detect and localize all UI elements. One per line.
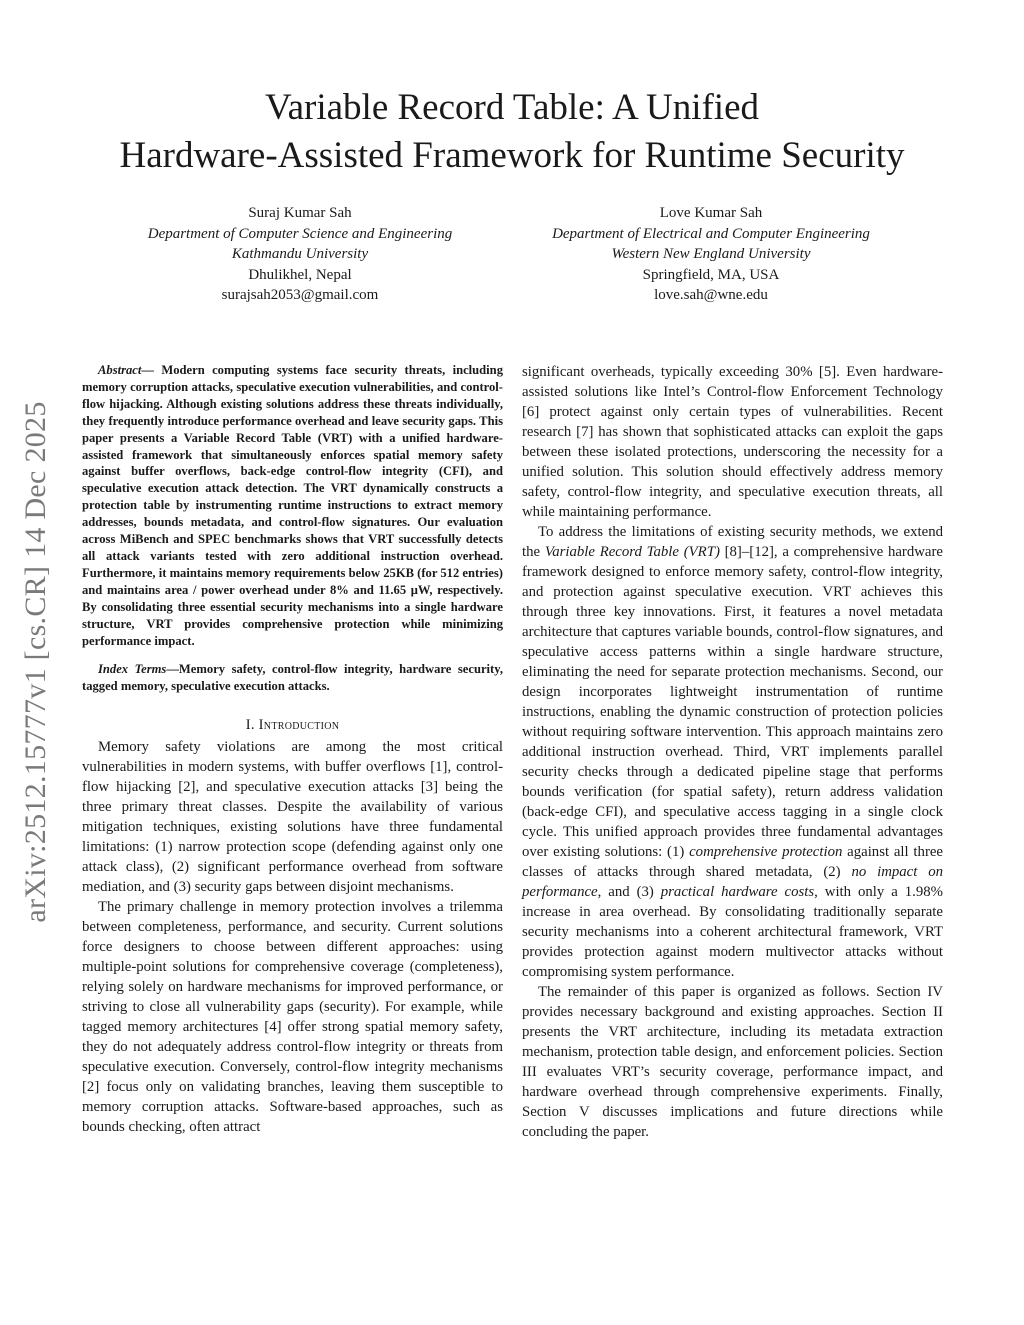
p3-emphasis-performance: no impact on performance	[522, 864, 943, 900]
author-block-1	[100, 203, 500, 306]
p3-emphasis-costs: practical hardware costs	[660, 884, 815, 900]
author-location: Dhulikhel, Nepal	[248, 266, 352, 283]
p3-emphasis-vrt: Variable Record Table (VRT)	[544, 544, 720, 560]
author-department: Department of Computer Science and Engineering	[147, 225, 453, 242]
author-email: surajsah2053@gmail.com	[221, 287, 379, 303]
author-department: Department of Electrical and Computer Engineering	[552, 225, 870, 242]
intro-paragraph-4: The remainder of this paper is organized as follows. Section IV provides necessary background and existing approaches. Section II presents the VRT architecture, including its metadata extraction mechanism, protection table design, and enforcement policies. Section III evaluates VRT’s security coverage, performance impact, and hardware overhead through comprehensive experiments. Finally, Section V discusses implications and future directions while concluding the paper.	[522, 984, 943, 1140]
author-block-2	[508, 203, 914, 306]
p3-text-c: against all three classes of attacks through shared metadata, (2)	[522, 844, 944, 880]
p3-text-d: , and (3)	[597, 884, 661, 900]
index-terms-label: Index Terms	[98, 662, 167, 677]
intro-paragraph-2: The primary challenge in memory protection involves a trilemma between completeness, performance, and security. Current solutions force designers to choose between different approaches: using multiple-point solutions for comprehensive coverage (completeness), relying solely on hardware mechanisms for improved performance, or striving to close all vulnerability gaps (security). For example, while tagged memory architectures [4] offer strong spatial memory safety, they do not adequately address control-flow integrity or threats from speculative execution. Conversely, control-flow integrity mechanisms [2] focus only on validating branches, leaving them susceptible to memory corruption attacks. Software-based approaches, such as bounds checking, often attract	[82, 899, 503, 1136]
title-line-2: Hardware-Assisted Framework for Runtime Security	[119, 135, 905, 176]
author-institution: Western New England University	[611, 246, 811, 262]
author-email: love.sah@wne.edu	[654, 287, 768, 303]
p3-emphasis-protection: comprehensive protection	[689, 844, 843, 860]
p3-text-e: , with only a 1.98% increase in area overhead. By consolidating traditionally separate security mechanisms into a coherent architectural framework, VRT provides protection against modern multivector attacks without compromising system performance.	[522, 884, 943, 980]
left-column	[82, 362, 503, 1137]
p3-text-b: [8]–[12], a comprehensive hardware framework designed to enforce memory safety, control-flow integrity, and protection against speculative execution. VRT achieves this through three key innovations. First, it features a novel metadata architecture that captures variable bounds, control-flow signatures, and speculative access patterns within a single hardware structure, eliminating the need for separate protection mechanisms. Second, our design incorporates lightweight instrumentation of runtime instructions, enabling the dynamic construction of protection policies without requiring software intervention. This approach maintains zero additional instruction overhead. Third, VRT implements parallel security checks through a dedicated pipeline stage that performs bounds verification (for spatial safety), return address validation (back-edge CFI), and speculative access tagging in a single clock cycle. This unified approach provides three fundamental advantages over existing solutions: (1)	[522, 544, 943, 860]
arxiv-id-text: arXiv:2512.15777v1 [cs.CR] 14 Dec 2025	[19, 401, 52, 923]
index-terms	[82, 661, 503, 695]
section-heading-introduction: I. Introduction	[245, 717, 340, 734]
author-institution: Kathmandu University	[231, 246, 369, 262]
paper-title	[60, 84, 964, 180]
index-terms-text: —Memory safety, control-flow integrity, hardware security, tagged memory, speculative execution attacks.	[82, 662, 504, 694]
author-location: Springfield, MA, USA	[642, 266, 780, 283]
abstract-text: — Modern computing systems face security threats, including memory corruption attacks, speculative execution vulnerabilities, and control-flow hijacking. Although existing solutions address these threats individually, they frequently introduce performance overhead and leave security gaps. This paper presents a Variable Record Table (VRT) with a unified hardware-assisted framework that simultaneously enforces spatial memory safety against buffer overflows, back-edge control-flow integrity (CFI), and speculative execution attack detection. The VRT dynamically constructs a protection table by instrumenting runtime instructions to extract memory addresses, bounds metadata, and control-flow signatures. Our evaluation across MiBench and SPEC benchmarks shows that VRT successfully detects all attack variants tested with zero additional instruction overhead. Furthermore, it maintains memory requirements below 25KB (for 512 entries) and maintains area / power overhead under 8% and 11.65 μW, respectively. By consolidating three essential security mechanisms into a single hardware structure, VRT provides comprehensive protection while minimizing performance impact.	[82, 363, 503, 648]
title-line-1: Variable Record Table: A Unified	[264, 87, 760, 128]
intro-paragraph-1: Memory safety violations are among the most critical vulnerabilities in modern systems, with buffer overflows [1], control-flow hijacking [2], and speculative execution attacks [3] being the three primary threat classes. Despite the availability of various mitigation techniques, existing solutions have three fundamental limitations: (1) narrow protection scope (defending against only one attack class), (2) significant performance overhead from software mediation, and (3) security gaps between disjoint mechanisms.	[82, 739, 503, 896]
intro-paragraph-3	[522, 522, 943, 982]
p3-text-a: To address the limitations of existing security methods, we extend the	[522, 524, 943, 560]
right-column	[522, 362, 943, 1142]
intro-paragraph-2-continued: significant overheads, typically exceeding 30% [5]. Even hardware-assisted solutions like Intel’s Control-flow Enforcement Technology [6] protect against only certain types of vulnerabilities. Recent research [7] has shown that sophisticated attacks can exploit the gaps between these isolated protections, underscoring the necessity for a unified solution. This solution should effectively address memory safety, control-flow integrity, and speculative execution threats, all while maintaining performance.	[522, 364, 943, 520]
abstract-label: Abstract	[98, 363, 142, 377]
author-name: Love Kumar Sah	[659, 205, 763, 221]
author-name: Suraj Kumar Sah	[248, 205, 352, 221]
abstract	[82, 362, 503, 649]
